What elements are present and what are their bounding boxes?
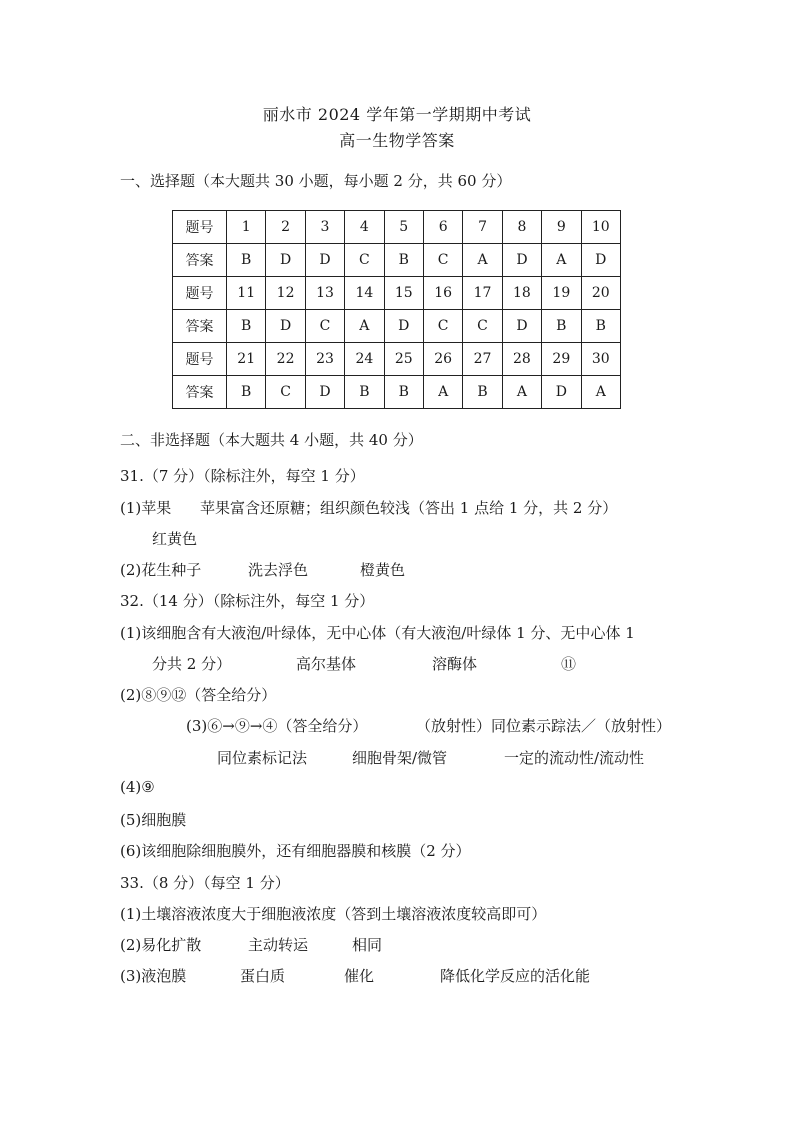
answer-table-cell: 2 [266, 211, 305, 244]
q33-heading: 33.（8 分）（每空 1 分） [120, 874, 290, 892]
answer-table-cell: A [581, 376, 620, 409]
q32-answer-1d: 溶酶体 [432, 655, 478, 673]
q32-heading: 32.（14 分）（除标注外，每空 1 分） [120, 592, 375, 610]
q31-answer-1a: (1)苹果 [120, 499, 172, 517]
answer-table-cell: 4 [345, 211, 384, 244]
answer-table-cell: B [227, 244, 266, 277]
q31-answer-2b: 洗去浮色 [248, 561, 309, 579]
q32-answer-1b: 分共 2 分） [152, 655, 232, 673]
answer-table-cell: 7 [463, 211, 502, 244]
section2-heading: 二、非选择题（本大题共 4 小题，共 40 分） [120, 431, 423, 449]
answer-table-row [173, 343, 621, 376]
answer-table-row [173, 277, 621, 310]
row-label-cell: 答案 [173, 376, 227, 409]
answer-table-cell: D [542, 376, 581, 409]
answer-table-cell: A [542, 244, 581, 277]
answer-table-cell: D [384, 310, 423, 343]
answer-table-cell: 6 [423, 211, 462, 244]
answer-table-cell: D [581, 244, 620, 277]
answer-table-cell: C [266, 376, 305, 409]
row-label-cell: 题号 [173, 343, 227, 376]
answer-table-row [173, 211, 621, 244]
answer-table-cell: 22 [266, 343, 305, 376]
q33-answer-1: (1)土壤溶液浓度大于细胞液浓度（答到土壤溶液浓度较高即可） [120, 905, 547, 923]
q33-answer-2a: (2)易化扩散 [120, 936, 202, 954]
answer-table-cell: 24 [345, 343, 384, 376]
row-label-cell: 题号 [173, 211, 227, 244]
answer-table-cell: B [227, 310, 266, 343]
answer-table-cell: B [345, 376, 384, 409]
q32-answer-3e: 一定的流动性/流动性 [504, 749, 645, 767]
q33-answer-3b: 蛋白质 [240, 967, 286, 985]
answer-table-cell: 10 [581, 211, 620, 244]
answer-table-cell: 16 [423, 277, 462, 310]
row-label-cell: 答案 [173, 244, 227, 277]
answer-table-row [173, 376, 621, 409]
answer-table-cell: 21 [227, 343, 266, 376]
answer-table-cell: A [345, 310, 384, 343]
answer-table-cell: D [266, 310, 305, 343]
answer-subtitle: 高一生物学答案 [339, 131, 455, 150]
answer-table-cell: 14 [345, 277, 384, 310]
answer-table-cell: 8 [502, 211, 541, 244]
answer-table-cell: 12 [266, 277, 305, 310]
q32-answer-6: (6)该细胞除细胞膜外，还有细胞器膜和核膜（2 分） [120, 842, 471, 860]
answer-table-cell: B [463, 376, 502, 409]
answer-table-cell: 9 [542, 211, 581, 244]
q32-answer-4: (4)⑨ [120, 778, 155, 796]
q31-heading: 31.（7 分）（除标注外，每空 1 分） [120, 467, 365, 485]
answer-table-cell: C [345, 244, 384, 277]
answer-table-cell: B [542, 310, 581, 343]
answer-table-cell: 28 [502, 343, 541, 376]
answer-table-cell: 3 [305, 211, 344, 244]
q32-answer-1a: (1)该细胞含有大液泡/叶绿体，无中心体（有大液泡/叶绿体 1 分、无中心体 1 [120, 624, 635, 642]
answer-table-cell: D [305, 244, 344, 277]
q33-answer-2b: 主动转运 [248, 936, 309, 954]
q32-answer-1e: ⑪ [561, 655, 577, 673]
answer-table-cell: 13 [305, 277, 344, 310]
q32-answer-1c: 高尔基体 [296, 655, 357, 673]
q31-answer-1b: 苹果富含还原糖；组织颜色较浅（答出 1 点给 1 分，共 2 分） [200, 499, 618, 517]
answer-table-cell: D [305, 376, 344, 409]
answer-table-cell: B [384, 376, 423, 409]
answer-table-cell: 23 [305, 343, 344, 376]
answer-table-row [173, 310, 621, 343]
answer-table-cell: C [463, 310, 502, 343]
q32-answer-5: (5)细胞膜 [120, 811, 187, 829]
q32-answer-3a: (3)⑥→⑨→④（答全给分） [186, 717, 368, 735]
q32-answer-3b: （放射性）同位素示踪法／（放射性） [416, 717, 672, 735]
answer-table-row [173, 244, 621, 277]
answer-table-cell: 17 [463, 277, 502, 310]
answer-table-cell: 11 [227, 277, 266, 310]
answer-table-cell: 1 [227, 211, 266, 244]
exam-title: 丽水市 2024 学年第一学期期中考试 [262, 105, 532, 124]
row-label-cell: 答案 [173, 310, 227, 343]
q31-answer-2a: (2)花生种子 [120, 561, 202, 579]
q32-answer-3d: 细胞骨架/微管 [352, 749, 448, 767]
q33-answer-3c: 催化 [344, 967, 375, 985]
answer-table-cell: A [423, 376, 462, 409]
q33-answer-3a: (3)液泡膜 [120, 967, 187, 985]
q32-answer-3c: 同位素标记法 [217, 749, 308, 767]
answer-table-cell: D [502, 244, 541, 277]
answer-table-cell: 29 [542, 343, 581, 376]
q33-answer-3d: 降低化学反应的活化能 [440, 967, 591, 985]
answer-table-cell: D [502, 310, 541, 343]
answer-table-cell: 15 [384, 277, 423, 310]
q32-answer-2: (2)⑧⑨⑫（答全给分） [120, 686, 277, 704]
answer-table-cell: 26 [423, 343, 462, 376]
answer-table [172, 210, 621, 409]
answer-table-cell: C [423, 310, 462, 343]
answer-table-cell: 5 [384, 211, 423, 244]
answer-table-cell: A [502, 376, 541, 409]
answer-table-cell: B [227, 376, 266, 409]
answer-table-cell: 25 [384, 343, 423, 376]
section1-heading: 一、选择题（本大题共 30 小题，每小题 2 分，共 60 分） [120, 172, 512, 190]
answer-table-cell: A [463, 244, 502, 277]
answer-table-cell: C [423, 244, 462, 277]
answer-table-cell: 19 [542, 277, 581, 310]
answer-table-cell: C [305, 310, 344, 343]
answer-table-cell: 27 [463, 343, 502, 376]
q31-answer-1c: 红黄色 [152, 530, 198, 548]
row-label-cell: 题号 [173, 277, 227, 310]
q33-answer-2c: 相同 [352, 936, 383, 954]
answer-table-cell: 30 [581, 343, 620, 376]
answer-table-cell: B [581, 310, 620, 343]
answer-table-cell: 18 [502, 277, 541, 310]
answer-table-cell: D [266, 244, 305, 277]
q31-answer-2c: 橙黄色 [360, 561, 406, 579]
answer-table-cell: B [384, 244, 423, 277]
answer-table-cell: 20 [581, 277, 620, 310]
